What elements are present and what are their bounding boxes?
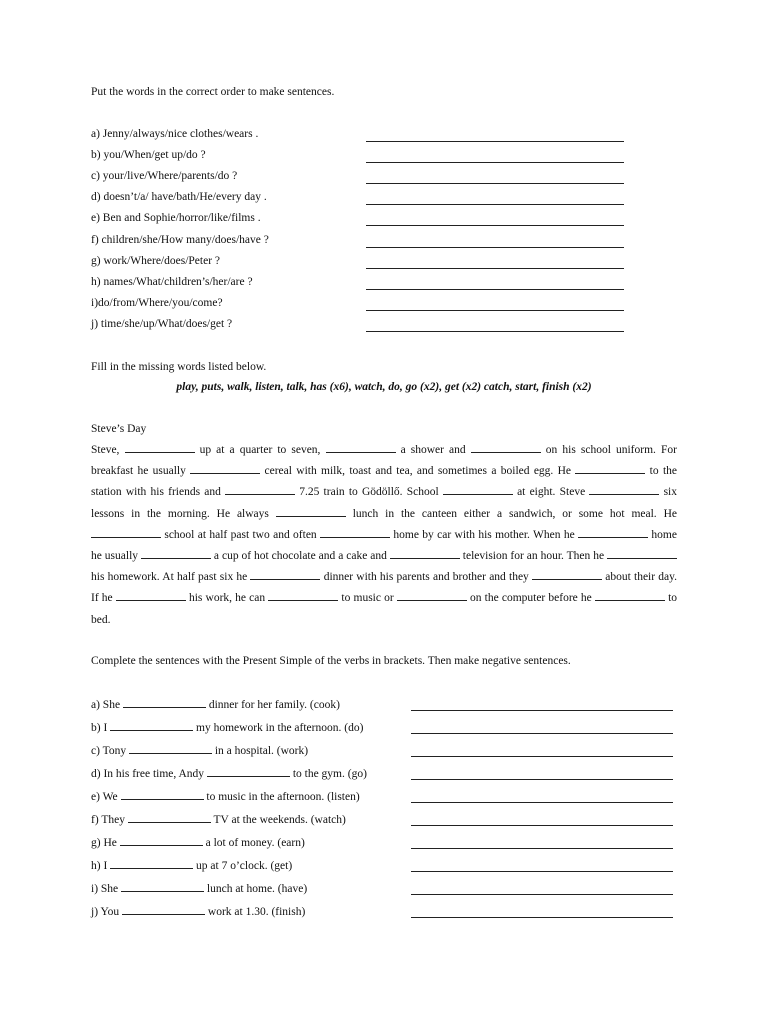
story-blank[interactable] [443,484,513,495]
section3-item [91,812,346,828]
story-blank[interactable] [326,442,396,453]
section1-item: f) children/she/How many/does/have ? [91,233,269,246]
story-text: television for an hour. Then he [459,550,608,563]
item-prefix: d) In his free time, Andy [91,768,207,780]
negative-answer-line[interactable] [411,848,673,849]
story-blank[interactable] [575,463,645,474]
story-title: Steve’s Day [91,423,147,435]
story-blank[interactable] [589,484,659,495]
story-text: school at half past two and often [161,528,321,541]
answer-line[interactable] [366,247,624,248]
item-prefix: b) I [91,722,111,734]
item-suffix: TV at the weekends. (watch) [210,814,346,826]
section1-item: j) time/she/up/What/does/get ? [91,317,233,330]
section1-item: d) doesn’t/a/ have/bath/He/every day . [91,191,267,204]
negative-answer-line[interactable] [411,779,673,780]
story-text: 7.25 train to Gödöllő. School [295,486,443,499]
item-prefix: f) They [91,814,128,826]
story-blank[interactable] [607,548,677,559]
answer-line[interactable] [366,268,624,269]
section3-item [91,789,360,805]
story-blank[interactable] [276,506,346,517]
story-blank[interactable] [471,442,541,453]
story-text: a shower and [395,444,471,456]
story-blank[interactable] [397,590,467,601]
story-text: his homework. At half past six he [91,571,251,584]
item-prefix: g) He [91,837,120,849]
answer-line[interactable] [366,289,624,290]
story-text: to bed. [91,592,678,626]
negative-answer-line[interactable] [411,894,673,895]
section3-item [91,720,363,736]
story-text: a cup of hot chocolate and a cake and [210,550,390,563]
section1-item: c) your/live/Where/parents/do ? [91,170,238,183]
answer-line[interactable] [366,310,624,311]
story-text: to music or [338,592,397,605]
story-text: about their day. If he [91,571,678,605]
verb-blank[interactable] [129,743,212,754]
verb-blank[interactable] [110,720,193,731]
answer-line[interactable] [366,141,624,142]
story-blank[interactable] [595,590,665,601]
story-blank[interactable] [225,484,295,495]
story-blank[interactable] [125,442,195,453]
negative-answer-line[interactable] [411,917,673,918]
answer-line[interactable] [366,331,624,332]
section1-item: i)do/from/Where/you/come? [91,296,223,309]
section3-item [91,835,305,851]
section3-item [91,881,307,897]
item-suffix: lunch at home. (have) [204,883,308,895]
story-text: at eight. Steve [512,486,590,499]
item-prefix: j) You [91,906,123,918]
item-suffix: in a hospital. (work) [211,745,309,757]
story-text: cereal with milk, toast and tea, and sometimes a boiled egg. He [260,465,576,478]
item-suffix: to the gym. (go) [289,768,367,780]
section1-item: b) you/When/get up/do ? [91,149,206,162]
section2-instruction: Fill in the missing words listed below. [91,361,267,373]
story-text: six lessons in the morning. He always [91,486,677,520]
story-text: Steve, [91,444,125,456]
story-blank[interactable] [141,548,211,559]
story-paragraph [91,440,677,631]
item-prefix: c) Tony [91,745,129,757]
item-prefix: h) I [91,860,111,872]
item-suffix: up at 7 o’clock. (get) [193,860,293,872]
section1-item: g) work/Where/does/Peter ? [91,254,221,267]
story-blank[interactable] [578,527,648,538]
answer-line[interactable] [366,183,624,184]
verb-blank[interactable] [121,789,204,800]
verb-blank[interactable] [207,766,290,777]
story-blank[interactable] [390,548,460,559]
story-text: home by car with his mother. When he [390,528,579,541]
item-suffix: work at 1.30. (finish) [205,906,306,918]
section3-item [91,904,305,920]
story-text: dinner with his parents and brother and they [320,571,533,584]
story-blank[interactable] [532,569,602,580]
verb-blank[interactable] [121,881,204,892]
story-text: on his school uniform. For breakfast he usually [91,444,677,478]
section3-item [91,766,367,782]
section3-item [91,743,308,759]
item-suffix: a lot of money. (earn) [202,837,305,849]
verb-blank[interactable] [122,904,205,915]
item-prefix: e) We [91,791,121,803]
story-blank[interactable] [268,590,338,601]
section1-item: e) Ben and Sophie/horror/like/films . [91,212,261,225]
answer-line[interactable] [366,162,624,163]
item-suffix: to music in the afternoon. (listen) [203,791,360,803]
story-text: home he usually [91,528,677,563]
negative-answer-line[interactable] [411,802,673,803]
section1-item: a) Jenny/always/nice clothes/wears . [91,128,259,140]
word-list: play, puts, walk, listen, talk, has (x6), watch, do, go (x2), get (x2) catch, start, finish (x2) [176,381,592,393]
verb-blank[interactable] [110,858,193,869]
section3-instruction: Complete the sentences with the Present Simple of the verbs in brackets. Then make negative sentences. [91,655,571,667]
section1-instruction: Put the words in the correct order to make sentences. [91,86,335,98]
section3-item [91,858,292,874]
section1-item: h) names/What/children’s/her/are ? [91,275,253,288]
negative-answer-line[interactable] [411,871,673,872]
story-text: his work, he can [185,592,269,605]
negative-answer-line[interactable] [411,825,673,826]
verb-blank[interactable] [123,697,206,708]
negative-answer-line[interactable] [411,756,673,757]
answer-line[interactable] [366,204,624,205]
item-prefix: i) She [91,883,122,895]
item-prefix: a) She [91,699,123,711]
item-suffix: my homework in the afternoon. (do) [193,722,364,734]
verb-blank[interactable] [120,835,203,846]
answer-line[interactable] [366,225,624,226]
story-text: on the computer before he [466,592,595,605]
story-blank[interactable] [91,527,161,538]
negative-answer-line[interactable] [411,710,673,711]
section3-item [91,697,340,713]
story-blank[interactable] [320,527,390,538]
story-blank[interactable] [116,590,186,601]
verb-blank[interactable] [128,812,211,823]
story-text: up at a quarter to seven, [194,444,326,456]
negative-answer-line[interactable] [411,733,673,734]
item-suffix: dinner for her family. (cook) [205,699,340,711]
story-blank[interactable] [190,463,260,474]
story-text: to the station with his friends and [91,465,677,499]
story-text: lunch in the canteen either a sandwich, or some hot meal. He [345,507,677,520]
story-blank[interactable] [250,569,320,580]
